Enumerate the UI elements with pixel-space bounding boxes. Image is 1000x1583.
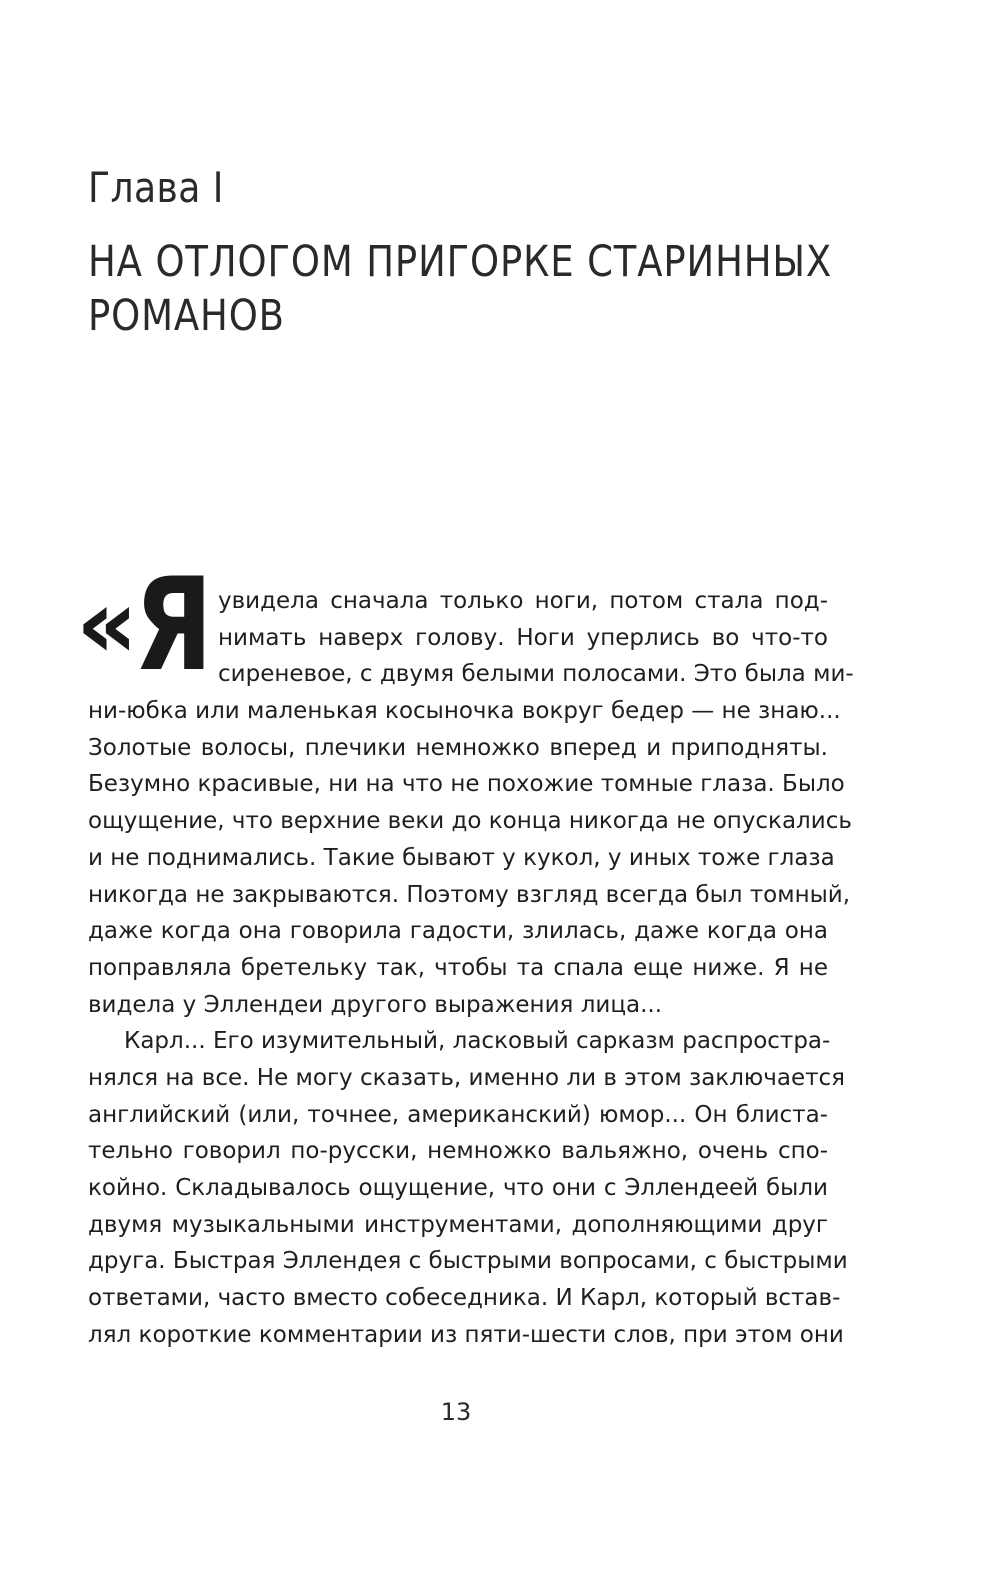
text-line: друга. Быстрая Эллендея с быстрыми вопросами, с быстрыми: [88, 1248, 848, 1275]
text-line: увидела сначала только ноги, потом стала под-: [218, 588, 828, 614]
text-line: ответами, часто вместо собеседника. И Карл, который встав-: [88, 1285, 841, 1312]
text-line: Золотые волосы, плечики немножко вперед и приподняты.: [88, 734, 828, 761]
text-line: видела у Эллендеи другого выражения лица...: [88, 991, 663, 1018]
chapter-label: Глава I: [88, 163, 224, 212]
text-line: и не поднимались. Такие бывают у кукол, у иных тоже глаза: [88, 844, 835, 871]
text-line: даже когда она говорила гадости, злилась, даже когда она: [88, 918, 828, 945]
text-line: лял короткие комментарии из пяти-шести слов, при этом они: [88, 1321, 844, 1348]
text-line: двумя музыкальными инструментами, дополняющими друг: [88, 1211, 828, 1238]
text-line: койно. Складывалось ощущение, что они с Эллендеей были: [88, 1175, 828, 1201]
text-line: тельно говорил по-русски, немножко вальяжно, очень спо-: [88, 1138, 828, 1165]
chapter-title-line: НА ОТЛОГОМ ПРИГОРКЕ СТАРИННЫХ: [88, 237, 833, 287]
page-number: 13: [440, 1398, 472, 1426]
body-text: [88, 583, 854, 1353]
text-line: английский (или, точнее, американский) юмор... Он блиста-: [88, 1101, 828, 1128]
text-line: Карл... Его изумительный, ласковый сарказм распростра-: [124, 1028, 831, 1055]
text-line: ни-юбка или маленькая косыночка вокруг бедер — не знаю...: [88, 698, 841, 725]
text-line: никогда не закрываются. Поэтому взгляд всегда был томный,: [88, 881, 851, 908]
drop-cap-letter: Я: [134, 551, 213, 700]
text-line: сиреневое, с двумя белыми полосами. Это была ми-: [218, 661, 854, 688]
chapter-title: [88, 235, 862, 343]
text-line: поправляла бретельку так, чтобы та спала еще ниже. Я не: [88, 954, 828, 981]
chapter-title-line: РОМАНОВ: [88, 291, 285, 341]
drop-cap-quote: «: [76, 568, 139, 680]
text-line: нимать наверх голову. Ноги уперлись во что-то: [218, 624, 828, 651]
text-line: нялся на все. Не могу сказать, именно ли в этом заключается: [88, 1064, 845, 1091]
text-line: Безумно красивые, ни на что не похожие томные глаза. Было: [88, 771, 845, 798]
text-line: ощущение, что верхние веки до конца никогда не опускались: [88, 808, 852, 835]
